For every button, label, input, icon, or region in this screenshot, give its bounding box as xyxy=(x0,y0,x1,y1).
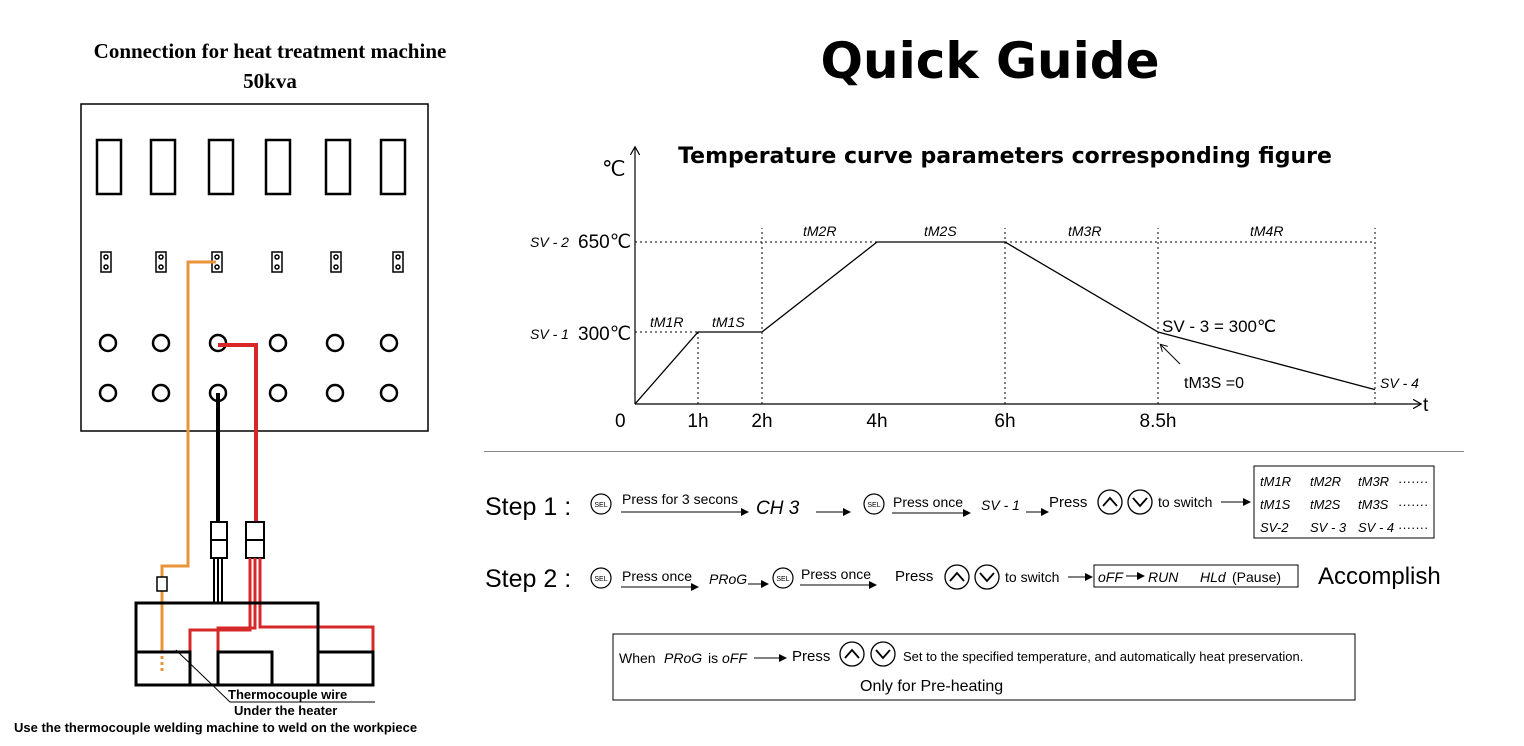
weld-instruction-label: Use the thermocouple welding machine to weld on the workpiece xyxy=(14,720,418,735)
down-arrow-button-3[interactable] xyxy=(871,642,895,666)
note-rest: Set to the specified temperature, and automatically heat preservation. xyxy=(903,649,1304,664)
terminal xyxy=(270,385,286,401)
tm3s-note: tM3S =0 xyxy=(1184,375,1245,392)
segment-label-tm4r: tM4R xyxy=(1250,223,1284,239)
origin-label: 0 xyxy=(615,411,626,432)
step2-press-once-2: Press once xyxy=(801,566,872,582)
param-table-cell: tM2S xyxy=(1310,497,1341,512)
param-table-cell: SV - 4 xyxy=(1358,520,1395,535)
segment-label-tm1s: tM1S xyxy=(712,314,745,330)
heater-pad-3 xyxy=(318,652,373,685)
param-table-cell: tM1S xyxy=(1260,497,1291,512)
x-tick-label: 4h xyxy=(866,411,888,432)
thermocouple-wire-label: Thermocouple wire xyxy=(228,687,348,702)
x-tick-label: 8.5h xyxy=(1139,411,1177,432)
breaker-4 xyxy=(266,140,290,194)
param-table-cell: tM3S xyxy=(1358,497,1389,512)
breaker-2 xyxy=(151,140,175,194)
thermocouple-wire xyxy=(162,262,216,650)
param-table-cell: ······· xyxy=(1398,520,1429,535)
x-tick-label: 6h xyxy=(994,411,1016,432)
thermocouple-socket-2 xyxy=(156,252,166,272)
param-table-cell: SV - 3 xyxy=(1310,520,1347,535)
thermocouple-socket-1 xyxy=(101,252,111,272)
connection-diagram xyxy=(0,0,520,746)
param-table-cell: tM1R xyxy=(1260,474,1292,489)
terminal xyxy=(153,385,169,401)
note-preheat: Only for Pre-heating xyxy=(860,678,1004,695)
sel-button-label: SEL xyxy=(867,502,881,509)
section-divider xyxy=(484,451,1464,452)
x-tick-labels xyxy=(687,411,1176,432)
temperature-curve-chart xyxy=(520,130,1440,440)
connection-title-line1: Connection for heat treatment machine xyxy=(93,39,447,63)
breaker-3 xyxy=(209,140,233,194)
quick-guide-title: Quick Guide xyxy=(820,32,1160,90)
step1-press: Press xyxy=(1049,494,1088,511)
param-table-cell: SV-2 xyxy=(1260,520,1289,535)
step2-prog: PRoG xyxy=(709,571,748,587)
x-tick-label: 2h xyxy=(751,411,773,432)
under-heater-label: Under the heater xyxy=(234,703,338,718)
down-arrow-button-1[interactable] xyxy=(1128,490,1152,514)
param-table-cell: tM3R xyxy=(1358,474,1390,489)
sel-button-label: SEL xyxy=(594,576,608,583)
sv2-label: SV - 2 xyxy=(530,234,569,250)
breaker-5 xyxy=(326,140,350,194)
sel-button-1[interactable] xyxy=(591,494,611,514)
segment-label-tm1r: tM1R xyxy=(650,314,684,330)
thermocouple-connector xyxy=(157,577,167,591)
param-table-cells xyxy=(1260,474,1428,535)
step2-press: Press xyxy=(895,568,934,585)
red-cable xyxy=(218,345,256,522)
chart-title: Temperature curve parameters corresponding figure xyxy=(678,144,1332,169)
param-table-cell: ······· xyxy=(1398,474,1429,489)
terminal xyxy=(100,335,116,351)
y-tick-650: 650℃ xyxy=(578,232,632,253)
terminal xyxy=(153,335,169,351)
step2-label: Step 2 : xyxy=(485,565,572,593)
terminal xyxy=(381,335,397,351)
step1-ch3: CH 3 xyxy=(756,498,800,519)
sv1-label: SV - 1 xyxy=(530,326,569,342)
step2-press-once-1: Press once xyxy=(622,568,693,584)
y-tick-300: 300℃ xyxy=(578,324,632,345)
x-tick-label: 1h xyxy=(687,411,709,432)
step2-pause: (Pause) xyxy=(1232,569,1282,585)
note-press: Press xyxy=(792,648,831,665)
terminal xyxy=(327,335,343,351)
up-arrow-button-1[interactable] xyxy=(1098,490,1122,514)
breaker-6 xyxy=(381,140,405,194)
up-arrow-button-2[interactable] xyxy=(945,565,969,589)
sv3-label: SV - 3 = 300℃ xyxy=(1162,317,1277,336)
step1-sv1: SV - 1 xyxy=(981,497,1020,513)
heater-pad-2 xyxy=(218,652,272,685)
step1-label: Step 1 : xyxy=(485,493,572,521)
breaker-row xyxy=(97,140,405,194)
step2-accomplish: Accomplish xyxy=(1318,563,1441,590)
step1-to-switch: to switch xyxy=(1158,494,1213,510)
sel-button-3[interactable] xyxy=(591,568,611,588)
terminal xyxy=(270,335,286,351)
sv4-label: SV - 4 xyxy=(1380,375,1419,391)
segment-label-tm2s: tM2S xyxy=(924,223,957,239)
terminal xyxy=(381,385,397,401)
param-table-cell: ······· xyxy=(1398,497,1429,512)
param-table-cell: tM2R xyxy=(1310,474,1342,489)
thermocouple-socket-row xyxy=(101,252,403,272)
dotted-guides xyxy=(635,228,1375,404)
thermocouple-socket-5 xyxy=(331,252,341,272)
step2-to-switch: to switch xyxy=(1005,569,1060,585)
sel-button-label: SEL xyxy=(594,502,608,509)
note-when: When xyxy=(619,650,656,666)
sel-button-4[interactable] xyxy=(773,568,793,588)
down-arrow-button-2[interactable] xyxy=(975,565,999,589)
note-off: oFF xyxy=(722,650,747,666)
segment-label-tm2r: tM2R xyxy=(803,223,837,239)
step2-run: RUN xyxy=(1148,569,1179,585)
thermocouple-socket-6 xyxy=(393,252,403,272)
steps-panel xyxy=(480,462,1480,702)
up-arrow-button-3[interactable] xyxy=(840,642,864,666)
step1-press-once: Press once xyxy=(893,494,964,510)
step2-hld: HLd xyxy=(1200,569,1226,585)
step1-press-3s: Press for 3 secons xyxy=(622,491,738,507)
sel-button-label: SEL xyxy=(776,576,790,583)
y-unit-label: ℃ xyxy=(602,158,626,181)
terminal xyxy=(327,385,343,401)
note-prog: PRoG xyxy=(664,650,703,666)
sel-button-2[interactable] xyxy=(864,494,884,514)
thermocouple-socket-4 xyxy=(272,252,282,272)
breaker-1 xyxy=(97,140,121,194)
connection-title-line2: 50kva xyxy=(243,69,297,93)
terminal xyxy=(100,385,116,401)
step2-off: oFF xyxy=(1098,569,1123,585)
note-is: is xyxy=(708,650,719,666)
x-unit-label: t xyxy=(1423,395,1429,416)
tm3s-pointer xyxy=(1161,345,1180,364)
segment-label-tm3r: tM3R xyxy=(1068,223,1102,239)
